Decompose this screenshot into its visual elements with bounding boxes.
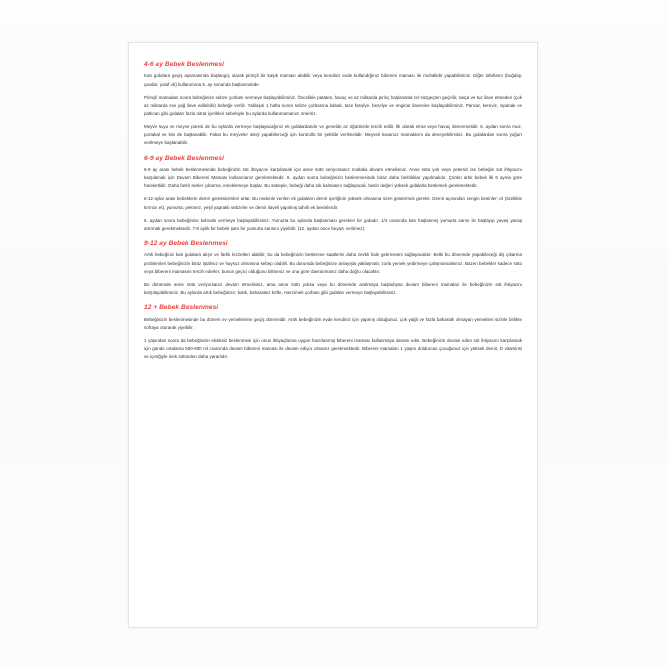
document-section [144, 61, 522, 148]
section-heading: 6-9 ay Bebek Beslenmesi [144, 154, 224, 162]
document-section [144, 304, 522, 361]
document-section [144, 240, 522, 297]
paragraph: 1 yaşından sonra da bebeğinizin eksiksiz beslenmesi için onun ihtiyaçlarına uygun hazırlanmış bibereni maması kullanmaya devam edin. Bebeğinizin devam eden süt ihtiyacını karşılamak için günde ortalama 500-600 ml civarında devam bibereni maması ile devam ediyor olmanız gerekmektedir. Bibereni mamaları 1 yaşını doldurcan çocuğunuz için yüksek demir, D vitaminsi ve içeriğiyle inek sütünden daha yararlıdır. [144, 337, 522, 360]
paragraph: 6-12 aylar arası bebeklerin demir gereksinimleri artar. Bu nedenle verilen ek gıdaların demir içeriğinin yüksek olmasına özen göstermek gerekir. Demir açısından zengin besinler; et (özellikle kırmızı et), yumurta, pekmez, yeşil yapraklı sebzeler ve demir ilaveli yapılmış tahıllı ek besinlerdir. [144, 196, 522, 210]
document-section [144, 155, 522, 233]
section-heading: 4-6 ay Bebek Beslenmesi [144, 61, 224, 68]
paragraph: 6. aydan sonra bebeğinize kahvaltı vermeye başlayabilirsiniz. Yumurta bu aylarda başlanması gereken bir gıdadır. 1/4 oranında katı haşlanmış yumurta sarısı ile başlayıp yavaş yavaş artırmak gerekmektedir. 7-8 aylık bir bebek şam bir yumurta sarısını yiyebilir. (12. aydan önce beyazı verilmez). [144, 217, 522, 231]
section-heading: 12 + Bebek Beslenmesi [144, 304, 219, 312]
paragraph: Katı gıdalara geçiş aşamasında başlangıç olarak pirinçli bir kaşık maması alabilir veya kendiniz evde kullandığınız bibereni maması ile muhallebi yapabilirsiniz. Diğer tahılların (buğday, çavdar, yulaf vb) kullanımına 6. ay sonunda başlanmalıdır. [144, 73, 522, 87]
section-heading: 9-12 ay Bebek Beslenmesi [144, 240, 228, 247]
paragraph: Bu dönemde anne sütü veriyorsanız devam etmelisiniz, ama anne sütü yoksa veya bu dönemde azalmaya başladıysa devam bibereni mamaları ile bebeğinizin süt ihtiyacını karşılayabilirsiniz. Bu aylarda artık bebeğinize; balık, baharatsız köfte, mercimek çorbası gibi gıdaları vermeye başlayabilirsiniz. [144, 281, 522, 295]
paragraph: Pirinçli mamadan sonra bebeğinize sebze çorbası vermeye başlayabilirsiniz. Öncelikle patates, havuç ve az miktarda pirinç haşlanarak tel süzgeçten geçirilir, salça ve tuz ilave etmeden (çok az miktarda sıvı yağ ilave edilebilir) bebeğe verilir. Yaklaşık 1 hafta sonra sebze çorbasına kabak, taze fasulye, bezelye ve enginar ilavesine başlayabilirsiniz. Pancar, kereviz, ıspanak ve patlıcan gibi gıdaları fazla nitrat içerikleri sebebiyle bu aylarda kullanmamanızı öneririz. [144, 94, 522, 116]
document-content-area [144, 61, 522, 617]
paragraph: Artık bebeğiniz katı gıdalara alışır ve farklı lezzetleri alabilir; bu da bebeğinizin beslenme saatlerini daha zevkli hale getirmesini sağlayacaktır. Belki bu dönemde yapabileceği diş çıkarma problemleri bebeğinizin biraz iştahsız ve huysuz olmasına sebep olabilir. Bu durumda bebeğinize anlayışla yaklaşmalı; zorla yemek yedirmeye çalışmamalısınız. Bazen bebekler sadece sütü veya bibereni mamasını tercih ederler, bunun geçici olduğunu bilmeniz ve ona göre davranmanız daha doğru olacaktır. [144, 252, 522, 274]
paragraph: Bebeğinizin beslenmesinde bu dönem ev yemeklerine geçiş dönemidir. Artık bebeğinizin evde kendiniz için yapmış olduğunuz, çok yağlı ve fazla baharatlı olmayan yemekleri sizinle birlikte sofraya oturarak yiyebilir. [144, 316, 522, 330]
paragraph: 6-9 ay arası bebek beslenmesinde bebeğinizin süt ihtiyacını karşılamak için anne sütü veriyorsanız mutlaka devam etmelisiniz. Anne sütü yok veya yetersiz ise bebeğin süt ihtiyacını karşılamak için Devam Bibereni Maması kullanmanız gerekmektedir. 6. aydan sonra bebeğinizin beslenmesinde biraz daha farklılıklar yapılmalıdır. Çünkü artık bebek ilk 6 ayına göre hareketlidir. Daha farklı sesler çıkarma, emeklemeye başlar. Bu sebeple, bebeği daha tok kalmasını sağlayacak, besin değeri yüksek gıdalarla beslemek gerekmektedir. [144, 166, 522, 189]
document-page [128, 42, 538, 628]
paragraph: Meyve suyu ve meyve püresi de bu aylarda vermeye başlayacağınız ek gıdalardandır ve genelde az öğünlerde tercih edilir. İlk olarak elma veya havuç denenmelidir. 6. aydan sonra muz, portakal ve kivi de başlanabilir. Fakat bu meyveler alerji yapabilerceği için kontrollü bir şekilde verilmelidir. Meyveli kavanoz mamalarını da deneyebilirsiniz. Bu gıdalardan sonra yoğurt verilmeye başlanabilir. [144, 124, 522, 146]
